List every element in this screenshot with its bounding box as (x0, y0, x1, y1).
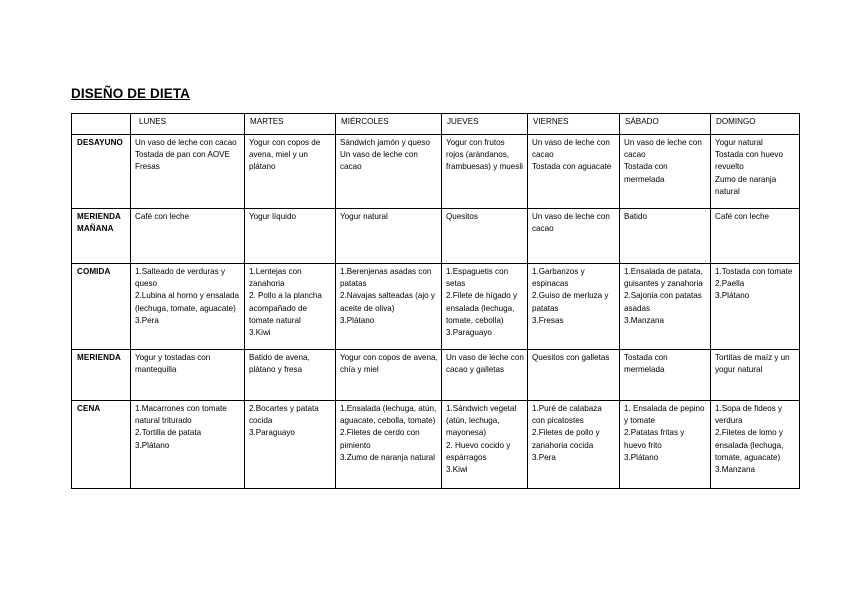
meal-item: Un vaso de leche con cacao (135, 138, 237, 147)
meal-item: Tortitas de maíz y un yogur natural (715, 353, 790, 375)
meal-cell-martes (245, 264, 336, 350)
meal-row-merienda (72, 350, 800, 401)
meal-item: 3.Paraguayo (249, 428, 295, 438)
meal-item: Yogur y tostadas con mantequilla (135, 353, 211, 375)
meal-item: Quesitos (446, 212, 478, 221)
meal-item: 3.Zumo de naranja natural (340, 452, 435, 462)
meal-cell-martes (245, 350, 336, 401)
meal-item: Fresas (135, 162, 160, 172)
meal-cell-miercoles (336, 264, 442, 350)
meal-item: 3.Manzana (715, 465, 756, 475)
meal-cell-miercoles (336, 209, 442, 264)
meal-item: Tostada con aguacate (532, 162, 612, 172)
meal-item: 2.Filete de hígado y ensalada (lechuga, tomate, cebolla) (446, 291, 518, 325)
page-title: DISEÑO DE DIETA (71, 86, 191, 101)
meal-item: 3.Plátano (715, 291, 750, 301)
meal-item: 1.Puré de calabaza con picatostes (532, 404, 602, 426)
meal-item: 1.Tostada con tomate (715, 267, 793, 276)
meal-cell-viernes (528, 401, 620, 489)
day-header-domingo: DOMINGO (711, 114, 800, 135)
meal-label: MERIENDA MAÑANA (72, 209, 131, 264)
meal-item: 2.Guiso de merluza y patatas (532, 291, 609, 313)
meal-cell-domingo (711, 209, 800, 264)
meal-item: Un vaso de leche con cacao (532, 212, 610, 234)
meal-cell-jueves (442, 401, 528, 489)
meal-item: Tostada de pan con AOVE (135, 150, 230, 160)
meal-cell-sabado (620, 401, 711, 489)
meal-item: Batido de avena, plátano y fresa (249, 353, 310, 375)
meal-row-desayuno (72, 135, 800, 209)
meal-item: Yogur con copos de avena, chía y miel (340, 353, 438, 375)
day-header-sabado: SÁBADO (620, 114, 711, 135)
meal-item: Café con leche (135, 212, 189, 221)
meal-item: Un vaso de leche con cacao (532, 138, 610, 160)
meal-row-cena (72, 401, 800, 489)
meal-item: 1.Lentejas con zanahoria (249, 267, 302, 289)
meal-item: 2. Huevo cocido y espárragos (446, 440, 511, 462)
meal-item: Yogur líquido (249, 212, 296, 221)
meal-item: 2.Bocartes y patata cocida (249, 404, 319, 426)
meal-label: DESAYUNO (72, 135, 131, 209)
meal-item: 1.Macarrones con tomate natural triturado (135, 404, 227, 426)
meal-cell-miercoles (336, 135, 442, 209)
meal-item: 3.Plátano (624, 452, 659, 462)
meal-item: 3.Plátano (340, 315, 375, 325)
meal-cell-martes (245, 209, 336, 264)
meal-cell-domingo (711, 401, 800, 489)
meal-cell-lunes (131, 350, 245, 401)
meal-item: 1.Salteado de verduras y queso (135, 267, 225, 289)
meal-item: Un vaso de leche con cacao (624, 138, 702, 160)
meal-cell-domingo (711, 264, 800, 350)
meal-cell-lunes (131, 135, 245, 209)
meal-cell-jueves (442, 350, 528, 401)
meal-item: Un vaso de leche con cacao (340, 150, 418, 172)
meal-cell-lunes (131, 401, 245, 489)
meal-item: 1.Ensalada (lechuga, atún, aguacate, cebolla, tomate) (340, 404, 437, 426)
meal-item: 3.Paraguayo (446, 328, 492, 338)
meal-item: 1.Berenjenas asadas con patatas (340, 267, 432, 289)
meal-item: Un vaso de leche con cacao y galletas (446, 353, 524, 375)
meal-cell-miercoles (336, 401, 442, 489)
meal-item: 3.Pera (135, 315, 159, 325)
meal-cell-viernes (528, 209, 620, 264)
meal-item: 2.Navajas salteadas (ajo y aceite de oliva) (340, 291, 435, 313)
meal-item: 2.Paella (715, 279, 745, 289)
meal-item: Tostada con mermelada (624, 353, 668, 375)
meal-cell-miercoles (336, 350, 442, 401)
meal-cell-sabado (620, 350, 711, 401)
meal-cell-viernes (528, 264, 620, 350)
meal-item: Quesitos con galletas (532, 353, 610, 362)
meal-item: 2.Lubina al horno y ensalada (lechuga, tomate, aguacate) (135, 291, 239, 313)
meal-cell-lunes (131, 209, 245, 264)
meal-label: COMIDA (72, 264, 131, 350)
meal-item: Yogur natural (340, 212, 388, 221)
meal-cell-domingo (711, 350, 800, 401)
header-row (72, 114, 800, 135)
diet-table (71, 113, 800, 489)
meal-label: MERIENDA (72, 350, 131, 401)
meal-label: CENA (72, 401, 131, 489)
meal-item: Yogur con copos de avena, miel y un plátano (249, 138, 321, 172)
meal-item: Yogur con frutos rojos (arándanos, frambuesas) y muesli (446, 138, 523, 172)
meal-item: Café con leche (715, 212, 769, 221)
meal-item: Tostada con huevo revuelto (715, 150, 783, 172)
day-header-jueves: JUEVES (442, 114, 528, 135)
meal-cell-martes (245, 401, 336, 489)
meal-row-comida (72, 264, 800, 350)
meal-item: Tostada con mermelada (624, 162, 668, 184)
meal-item: 1.Sándwich vegetal (atún, lechuga, mayonesa) (446, 404, 517, 438)
day-header-lunes: LUNES (131, 114, 245, 135)
day-header-martes: MARTES (245, 114, 336, 135)
meal-item: 2.Filetes de lomo y ensalada (lechuga, tomate, aguacate) (715, 428, 784, 462)
meal-cell-sabado (620, 264, 711, 350)
corner-cell (72, 114, 131, 135)
meal-item: 2.Patatas fritas y huevo frito (624, 428, 685, 450)
meal-item: 2.Filetes de pollo y zanahoria cocida (532, 428, 600, 450)
meal-item: Sándwich jamón y queso (340, 138, 430, 147)
meal-cell-domingo (711, 135, 800, 209)
meal-item: Batido (624, 212, 647, 221)
meal-item: 3.Kiwi (249, 328, 271, 338)
meal-item: Yogur natural (715, 138, 763, 147)
meal-item: 3.Plátano (135, 440, 170, 450)
meal-row-merienda-manana (72, 209, 800, 264)
meal-cell-lunes (131, 264, 245, 350)
meal-cell-sabado (620, 135, 711, 209)
meal-item: 1.Ensalada de patata, guisantes y zanahoria (624, 267, 703, 289)
meal-item: 3.Kiwi (446, 465, 468, 475)
meal-cell-jueves (442, 209, 528, 264)
meal-cell-viernes (528, 135, 620, 209)
meal-cell-sabado (620, 209, 711, 264)
meal-item: 3.Manzana (624, 315, 665, 325)
meal-item: 2.Sajonia con patatas asadas (624, 291, 702, 313)
meal-item: 1.Espaguetis con setas (446, 267, 509, 289)
day-header-viernes: VIERNES (528, 114, 620, 135)
meal-item: 1.Sopa de fideos y verdura (715, 404, 783, 426)
day-header-miercoles: MIÉRCOLES (336, 114, 442, 135)
meal-item: 3.Pera (532, 452, 556, 462)
meal-cell-jueves (442, 264, 528, 350)
meal-item: 2.Filetes de cerdo con pimiento (340, 428, 420, 450)
meal-cell-martes (245, 135, 336, 209)
meal-item: 1. Ensalada de pepino y tomate (624, 404, 705, 426)
meal-item: 2.Tortilla de patata (135, 428, 202, 438)
meal-cell-jueves (442, 135, 528, 209)
meal-item: Zumo de naranja natural (715, 174, 777, 196)
meal-cell-viernes (528, 350, 620, 401)
meal-item: 1.Garbanzos y espinacas (532, 267, 585, 289)
meal-item: 3.Fresas (532, 315, 564, 325)
meal-item: 2. Pollo a la plancha acompañado de tomate natural (249, 291, 322, 325)
